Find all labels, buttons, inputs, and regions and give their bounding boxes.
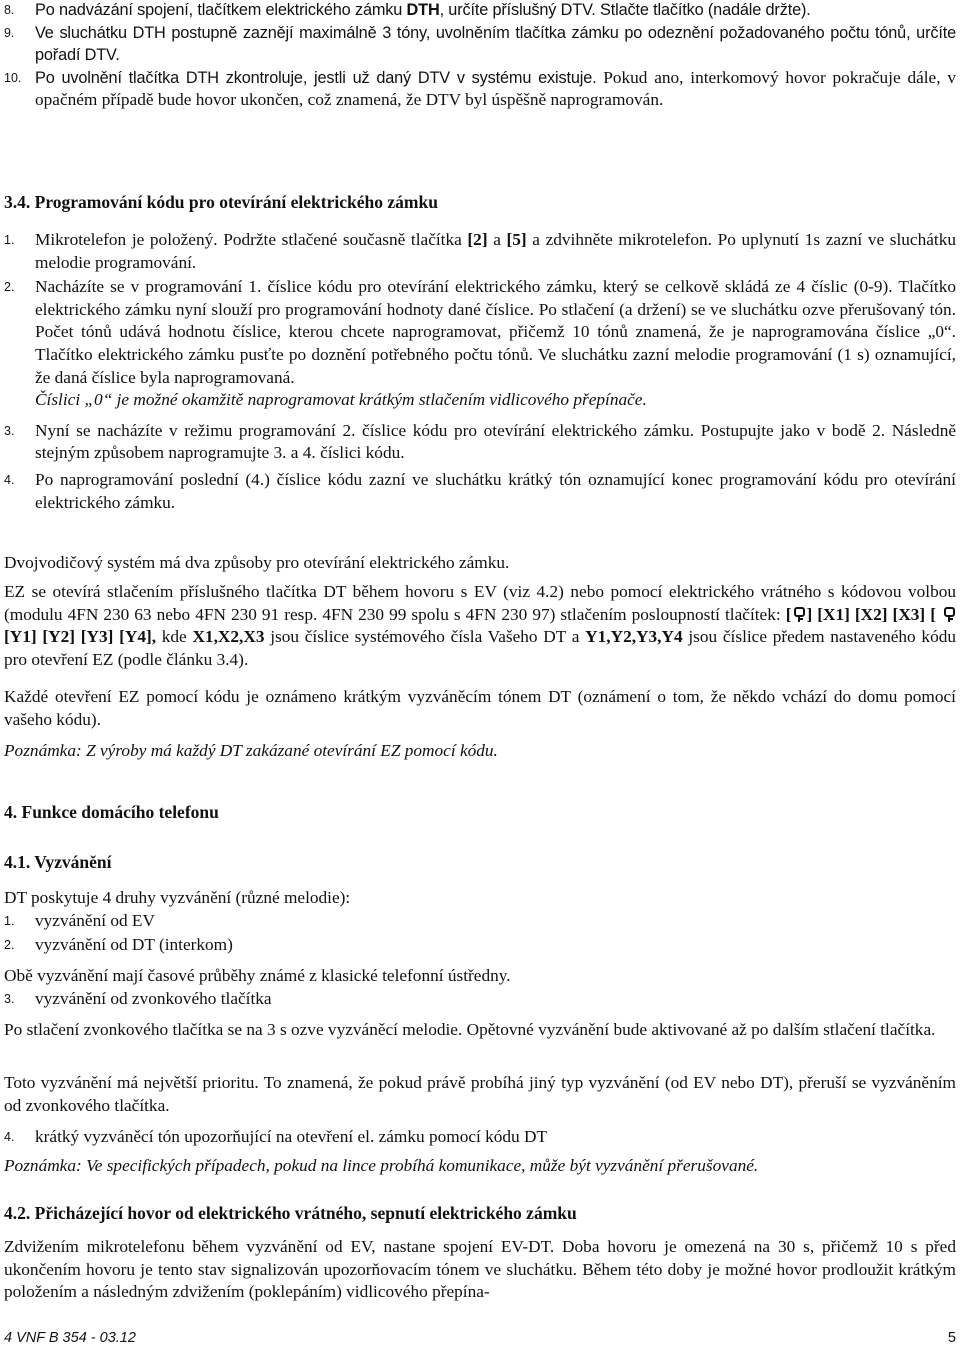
- key-bracket: [: [785, 604, 792, 624]
- section-heading-3-4: 3.4. Programování kódu pro otevírání elektrického zámku: [4, 192, 438, 212]
- list-programming-steps: [4, 229, 956, 514]
- paragraph-ez-opening: [4, 581, 956, 671]
- list-item-2: [4, 276, 956, 412]
- list-bold-text: [2]: [467, 230, 488, 249]
- note-interrupted-ring: Poznámka: Ve specifických případech, pokud na lince probíhá komunikace, může být vyzvánění přerušované.: [4, 1156, 759, 1175]
- list-number: 1.: [4, 233, 15, 247]
- list-number: 2.: [4, 280, 15, 295]
- list-item-8: [4, 0, 956, 22]
- ring-item-1: [4, 910, 956, 933]
- list-text: vyzvánění od EV: [35, 911, 155, 930]
- list-item-3: [4, 420, 956, 465]
- paragraph-priority: Toto vyzvánění má největší prioritu. To znamená, že pokud právě probíhá jiný typ vyzvánění (od EV nebo DT), přeruší se vyzváněním od zvonkového tlačítka.: [4, 1073, 956, 1115]
- list-number: 3.: [4, 423, 15, 438]
- list-text: krátký vyzváněcí tón upozorňující na otevření el. zámku pomocí kódu DT: [35, 1127, 548, 1146]
- list-number: 9.: [4, 25, 15, 40]
- key-icon: [793, 606, 804, 622]
- list-item: [4, 1126, 956, 1149]
- list-text: vyzvánění od DT (interkom): [35, 935, 233, 954]
- list-text: Nacházíte se v programování 1. číslice kódu pro otevírání elektrického zámku, který se celkově skládá ze 4 číslic (0-9). Tlačítko elektrického zámku nyní slouží pro programování hodnoty dané číslice. Po stlačení (a držení) se ve sluchátku ozve přerušovaný tón. Počet tónů udává hodnotu číslice, kterou chcete naprogramovat, přičemž 10 tónů znamená, že je naprogramována číslice „0“. Tlačítko elektrického zámku pusťte po doznění potřebného počtu tónů. Ve sluchátku zazní melodie programování (1 s) oznamující, že daná číslice byla naprogramovaná.: [35, 277, 956, 387]
- list-text: Nyní se nacházíte v režimu programování 2. číslice kódu pro otevírání elektrického zámku. Postupujte jako v bodě 2. Následně stejným způsobem naprogramujte 3. a 4. číslici kódu.: [35, 420, 956, 463]
- list-item-9: [4, 22, 956, 67]
- section-heading-4-1: 4.1. Vyzvánění: [4, 852, 112, 872]
- key-sequence: [Y1] [Y2] [Y3] [Y4],: [4, 627, 157, 647]
- list-text: Po naprogramování poslední (4.) číslice kódu zazní ve sluchátku krátký tón oznamující konec programování kódu pro otevírání elektrického zámku.: [35, 469, 956, 512]
- list-text: Pokud ano, interkomový hovor pokračuje dále, v opačném případě bude hovor ukončen, což znamená, že DTV byl úspěšně naprogramován.: [35, 67, 956, 110]
- list-text: vyzvánění od zvonkového tlačítka: [35, 989, 272, 1008]
- ring-item-4: [4, 1126, 956, 1149]
- bold-term: Y1,Y2,Y3,Y4: [585, 627, 683, 647]
- list-text: Po nadvázání spojení, tlačítkem elektrického zámku: [35, 1, 407, 19]
- list-italic-note: Číslici „0“ je možné okamžitě naprogramovat krátkým stlačením vidlicového přepínače.: [35, 390, 647, 410]
- paragraph-ring-types: DT poskytuje 4 druhy vyzvánění (různé melodie):: [4, 888, 351, 907]
- list-bold-text: DTH: [406, 1, 440, 19]
- footer-page-number: 5: [947, 1330, 956, 1346]
- footer-document-code: 4 VNF B 354 - 03.12: [4, 1330, 136, 1346]
- list-item: [4, 934, 956, 957]
- list-number: 3.: [4, 992, 15, 1006]
- section-heading-4-2: 4.2. Přicházející hovor od elektrického vrátného, sepnutí elektrického zámku: [4, 1203, 577, 1223]
- key-sequence: [X1] [X2] [X3] [: [812, 604, 941, 624]
- list-number: 10.: [4, 70, 22, 85]
- ring-item-2: [4, 934, 956, 957]
- paragraph-text: jsou číslice předem nastaveného kódu pro otevření EZ (podle článku 3.4).: [4, 627, 956, 669]
- note-factory-default: Poznámka: Z výroby má každý DT zakázané otevírání EZ pomocí kódu.: [4, 741, 498, 760]
- paragraph-doorbell: Po stlačení zvonkového tlačítka se na 3 s ozve vyzváněcí melodie. Opětovné vyzvánění bude aktivované až po dalším stlačení tlačítka.: [4, 1020, 936, 1039]
- paragraph-code-notification: Každé otevření EZ pomocí kódu je oznámeno krátkým vyzváněcím tónem DT (oznámení o tom, že někdo vchází do domu pomocí vašeho kódu).: [4, 687, 956, 729]
- list-text: a zdvihněte mikrotelefon. Po uplynutí 1s zazní ve sluchátku melodie programování.: [35, 230, 956, 272]
- list-number: 1.: [4, 914, 15, 928]
- paragraph-two-methods: Dvojvodičový systém má dva způsoby pro otevírání elektrického zámku.: [4, 553, 510, 572]
- paragraph-both-rings: Obě vyzvánění mají časové průběhy známé z klasické telefonní ústředny.: [4, 966, 511, 985]
- list-text: , určíte příslušný DTV. Stlačte tlačítko (nadále držte).: [439, 1, 811, 19]
- list-text: Mikrotelefon je položený. Podržte stlačené současně tlačítka: [35, 230, 468, 249]
- list-item-4: [4, 469, 956, 514]
- bold-term: X1,X2,X3: [192, 627, 265, 647]
- list-item: [4, 988, 956, 1011]
- list-number: 2.: [4, 938, 15, 952]
- list-text: a: [487, 230, 507, 249]
- paragraph-text: jsou číslice systémového čísla Vašeho DT a: [264, 627, 586, 647]
- list-number: 4.: [4, 472, 15, 487]
- ring-item-3: [4, 988, 956, 1011]
- key-icon: [943, 606, 954, 622]
- list-text: Ve sluchátku DTH postupně zaznějí maximálně 3 tóny, uvolněním tlačítka zámku po odeznění požadovaného počtu tónů, určíte pořadí DTV.: [35, 23, 956, 65]
- section-heading-4: 4. Funkce domácího telefonu: [4, 802, 219, 822]
- list-text: Po uvolnění tlačítka DTH zkontroluje, jestli už daný DTV v systému existuje.: [35, 68, 597, 87]
- list-item-1: [4, 229, 956, 274]
- list-number: 4.: [4, 1130, 15, 1144]
- paragraph-incoming-call: Zdvižením mikrotelefonu během vyzvánění od EV, nastane spojení EV-DT. Doba hovoru je omezená na 30 s, přičemž 10 s před ukončením hovoru je tento stav signalizován upozorňovacím tónem ve sluchátku. Během této doby je možné hovor prodloužit krátkým položením a následným zdvižením (poklepáním) vidlicového přepína-: [4, 1237, 956, 1302]
- list-item-10: [4, 67, 956, 112]
- paragraph-text: kde: [156, 627, 193, 647]
- list-item: [4, 910, 956, 933]
- list-steps-8-10: [4, 0, 956, 112]
- paragraph-text: EZ se otevírá stlačením příslušného tlačítka DT během hovoru s EV (viz 4.2) nebo pomocí elektrického vrátného s kódovou volbou (modulu 4FN 230 63 nebo 4FN 230 91 resp. 4FN 230 99 spolu s 4FN 230 97) stlačením posloupností tlačítek:: [4, 582, 956, 624]
- list-number: 8.: [4, 3, 15, 17]
- key-bracket: ]: [806, 604, 813, 624]
- list-bold-text: [5]: [506, 230, 527, 249]
